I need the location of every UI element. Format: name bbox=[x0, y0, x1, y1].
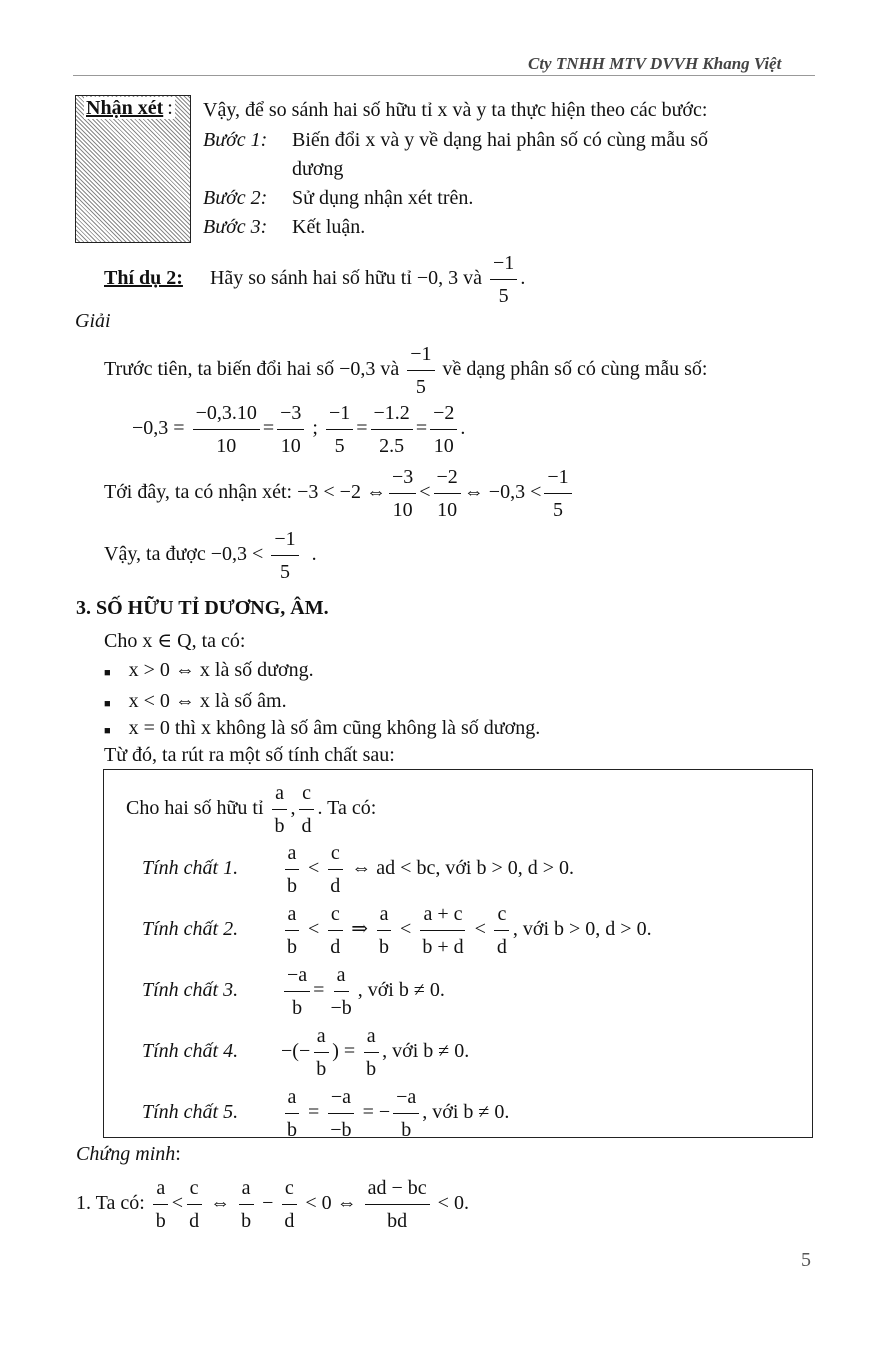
step-1-continuation: dương bbox=[292, 158, 344, 180]
bullet-item: ■ x = 0 thì x không là số âm cũng không là số dương. bbox=[104, 717, 541, 739]
section-3-title: 3. SỐ HỮU TỈ DƯƠNG, ÂM. bbox=[76, 597, 329, 619]
step-1-text: Biến đổi x và y về dạng hai phân số có cùng mẫu số bbox=[292, 129, 709, 151]
bullet-item: ■ x > 0 ⇔ x là số dương. bbox=[104, 659, 314, 681]
section-3-intro: Cho x ∈ Q, ta có: bbox=[104, 630, 246, 652]
solution-line-1: Trước tiên, ta biến đổi hai số −0,3 và $\frac{-1}{5}$ về dạng phân số có cùng mẫu số: bbox=[104, 343, 708, 398]
example-2: Thí dụ 2: Hãy so sánh hai số hữu tỉ −0, 3 và $\frac{-1}{5}$ . bbox=[104, 252, 526, 307]
properties-intro: Cho hai số hữu tỉ $\frac{a}{b}$ , $\frac{c}{d}$ . Ta có: bbox=[126, 782, 377, 837]
step-3-name: Bước 3: bbox=[203, 216, 268, 238]
page-number: 5 bbox=[801, 1249, 811, 1271]
proof-title: Chứng minh: bbox=[76, 1143, 181, 1165]
step-2-name: Bước 2: bbox=[203, 187, 268, 209]
property-5: Tính chất 5. $\frac{a}{b}$ = $\frac{-a}{-b}$ = − $\frac{-a}{b}$ , với b ≠ 0. bbox=[142, 1086, 510, 1141]
section-3-conclusion: Từ đó, ta rút ra một số tính chất sau: bbox=[104, 744, 395, 766]
solution-comparison-line: Tới đây, ta có nhận xét: −3 < −2 ⇔ $\frac{-3}{10}$ < $\frac{-2}{10}$ ⇔ −0,3 < $\frac{-1}{5}$ bbox=[104, 466, 575, 521]
solution-title: Giải bbox=[75, 310, 111, 332]
property-4: Tính chất 4. −(− $\frac{a}{b}$ ) = $\frac{a}{b}$ , với b ≠ 0. bbox=[142, 1025, 470, 1080]
example-2-label: Thí dụ 2: bbox=[104, 267, 183, 290]
example-2-text: Hãy so sánh hai số hữu tỉ −0, 3 và bbox=[209, 267, 483, 290]
remark-intro: Vậy, để so sánh hai số hữu tỉ x và y ta thực hiện theo các bước: bbox=[203, 99, 708, 121]
publisher-header: Cty TNHH MTV DVVH Khang Việt bbox=[528, 54, 782, 73]
solution-conclusion: Vậy, ta được −0,3 < $\frac{-1}{5}$ . bbox=[104, 528, 317, 583]
proof-line-1: 1. Ta có: $\frac{a}{b}$ < $\frac{c}{d}$ ⇔ $\frac{a}{b}$ − $\frac{c}{d}$ < 0 ⇔ $\frac{ad - bc}{bd}$ < 0. bbox=[76, 1177, 469, 1232]
step-3-text: Kết luận. bbox=[292, 216, 366, 238]
bullet-item: ■ x < 0 ⇔ x là số âm. bbox=[104, 690, 287, 712]
step-2-text: Sử dụng nhận xét trên. bbox=[292, 187, 474, 209]
property-1: Tính chất 1. $\frac{a}{b}$ < $\frac{c}{d}$ ⇔ ad < bc, với b > 0, d > 0. bbox=[142, 842, 575, 897]
property-3: Tính chất 3. $\frac{-a}{b}$ = $\frac{a}{-b}$ , với b ≠ 0. bbox=[142, 964, 445, 1019]
step-1-name: Bước 1: bbox=[203, 129, 268, 151]
example-2-fraction: $\frac{-1}{5}$ bbox=[490, 252, 517, 307]
solution-conversion-equation: −0,3 = $\frac{-0,3.10}{10}$ = $\frac{-3}{10}$ ; $\frac{-1}{5}$ = $\frac{-1.2}{2.5}$ = $\frac{-2}{10}$ . bbox=[132, 402, 466, 457]
remark-label: Nhận xét : bbox=[86, 97, 173, 119]
property-2: Tính chất 2. $\frac{a}{b}$ < $\frac{c}{d}$ ⇒ $\frac{a}{b}$ < $\frac{a + c}{b + d}$ < $\frac{c}{d}$ , với b > 0, d > 0. bbox=[142, 903, 652, 958]
header-rule bbox=[73, 75, 815, 76]
